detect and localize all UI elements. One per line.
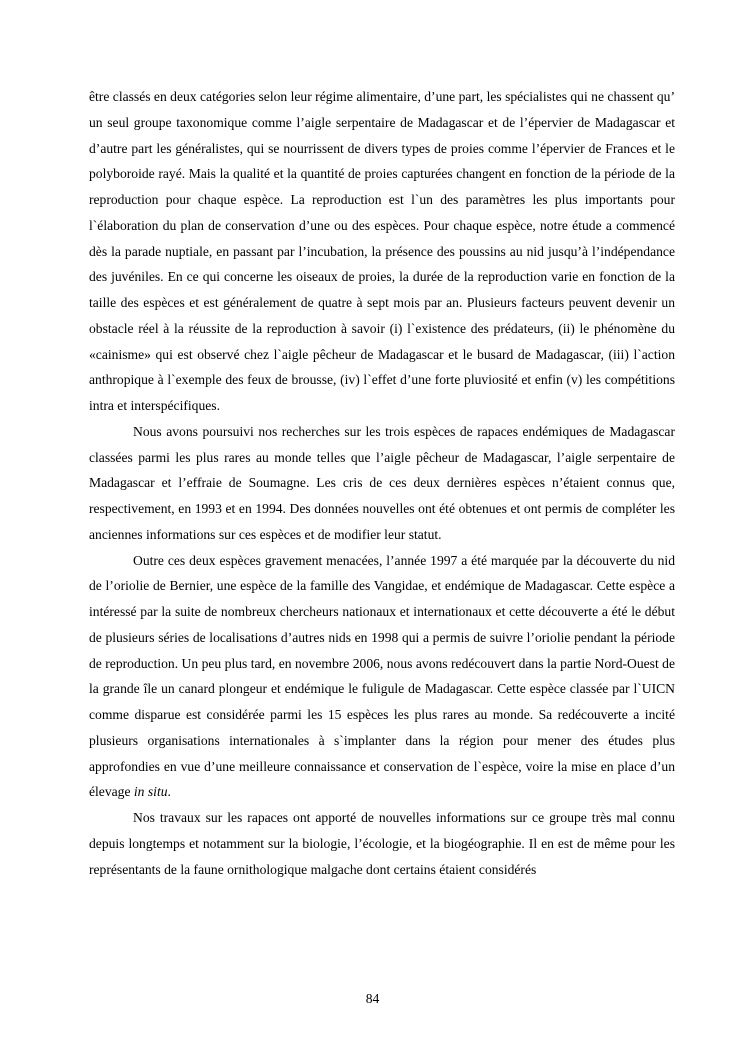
paragraph-1-text: être classés en deux catégories selon leur régime alimentaire, d’une part, les spécialistes qui ne chassent qu’ un seul groupe taxonomique comme l’aigle serpentaire de Madagascar et de l’épervier de Madagascar et d’autre part les généralistes, qui se nourrissent de divers types de proies comme l’épervier de Frances et le polyboroide rayé. Mais la qualité et la quantité de proies capturées changent en fonction de la période de la reproduction pour chaque espèce. La reproduction est l`un des paramètres les plus importants pour l`élaboration du plan de conservation d’une ou des espèces. Pour chaque espèce, notre étude a commencé dès la parade nuptiale, en passant par l’incubation, la présence des poussins au nid jusqu’à l’indépendance des juvéniles. En ce qui concerne les oiseaux de proies, la durée de la reproduction varie en fonction de la taille des espèces et est généralement de quatre à sept mois par an. Plusieurs facteurs peuvent devenir un obstacle réel à la réussite de la reproduction à savoir (i) l`existence des prédateurs, (ii) le phénomène du «cainisme» qui est observé chez l`aigle pêcheur de Madagascar et le busard de Madagascar, (iii) l`action anthropique à l`exemple des feux de brousse, (iv) l`effet d’une forte pluviosité et enfin (v) les compétitions intra et interspécifiques. [89,89,675,413]
paragraph-2-text: Nous avons poursuivi nos recherches sur les trois espèces de rapaces endémiques de Madagascar classées parmi les plus rares au monde telles que l’aigle pêcheur de Madagascar, l’aigle serpentaire de Madagascar et l’effraie de Soumagne. Les cris de ces deux dernières espèces n’étaient connus que, respectivement, en 1993 et en 1994. Des données nouvelles ont été obtenues et ont permis de compléter les anciennes informations sur ces espèces et de modifier leur statut. [89,423,675,542]
paragraph-2 [89,419,675,548]
paragraph-3-text: Outre ces deux espèces gravement menacées, l’année 1997 a été marquée par la découverte du nid de l’oriolie de Bernier, une espèce de la famille des Vangidae, et endémique de Madagascar. Cette espèce a intéressé par la suite de nombreux chercheurs nationaux et internationaux et cette découverte a été le début de plusieurs séries de localisations d’autres nids en 1998 qui a permis de suivre l’oriolie pendant la période de reproduction. Un peu plus tard, en novembre 2006, nous avons redécouvert dans la partie Nord-Ouest de la grande île un canard plongeur et endémique le fuligule de Madagascar. Cette espèce classée par l`UICN comme disparue est considérée parmi les 15 espèces les plus rares au monde. Sa redécouverte a incité plusieurs organisations internationales à s`implanter dans la région pour mener des études plus approfondies en vue d’une meilleure connaissance et conservation de l`espèce, voire la mise en place d’un élevage [89,552,675,800]
paragraph-4 [89,805,675,882]
paragraph-3-tail: . [167,784,171,800]
page-body [89,84,675,882]
paragraph-3-italic-term: in situ [133,784,168,800]
paragraph-4-text: Nos travaux sur les rapaces ont apporté de nouvelles informations sur ce groupe très mal connu depuis longtemps et notamment sur la biologie, l’écologie, et la biogéographie. Il en est de même pour les représentants de la faune ornithologique malgache dont certains étaient considérés [89,810,675,877]
page-number: 84 [365,991,380,1006]
paragraph-1 [89,84,675,419]
paragraph-3 [89,548,675,806]
